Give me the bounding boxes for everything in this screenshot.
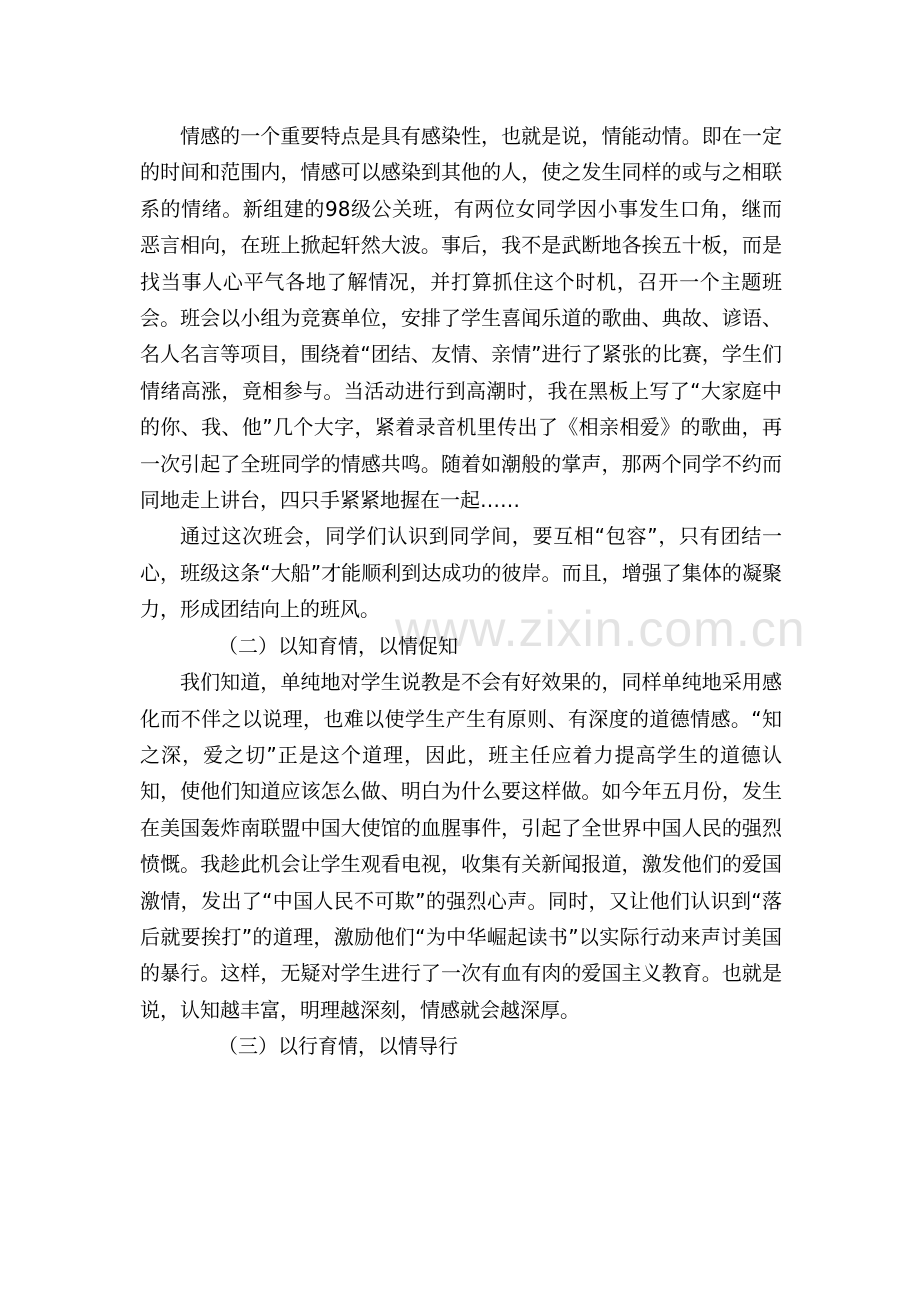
- paragraph-knowledge-emotion: 我们知道，单纯地对学生说教是不会有好效果的，同样单纯地采用感化而不伴之以说理，也难以使学生产生有原则、有深度的道德情感。“知之深，爱之切”正是这个道理，因此，班主任应着力提高学生的道德认知，使他们知道应该怎么做、明白为什么要这样做。如今年五月份，发生在美国轰炸南联盟中国大使馆的血腥事件，引起了全世界中国人民的强烈愤慨。我趁此机会让学生观看电视，收集有关新闻报道，激发他们的爱国激情，发出了“中国人民不可欺”的强烈心声。同时，又让他们认识到“落后就要挨打”的道理，激励他们“为中华崛起读书”以实际行动来声讨美国的暴行。这样，无疑对学生进行了一次有血有肉的爱国主义教育。也就是说，认知越丰富，明理越深刻，情感就会越深厚。: [140, 670, 782, 1022]
- section-heading-2: （二）以知育情，以情促知: [218, 633, 458, 658]
- paragraph-emotional-contagion: 情感的一个重要特点是具有感染性，也就是说，情能动情。即在一定的时间和范围内，情感可以感染到其他的人，使之发生同样的或与之相联系的情绪。新组建的98级公关班，有两位女同学因小事发生口角，继而恶言相向，在班上掀起轩然大波。事后，我不是武断地各挨五十板，而是找当事人心平气各地了解情况，并打算抓住这个时机，召开一个主题班会。班会以小组为竞赛单位，安排了学生喜闻乐道的歌曲、典故、谚语、名人名言等项目，围绕着“团结、友情、亲情”进行了紧张的比赛，学生们情绪高涨，竟相参与。当活动进行到高潮时，我在黑板上写了“大家庭中的你、我、他”几个大字，紧着录音机里传出了《相亲相爱》的歌曲，再一次引起了全班同学的情感共鸣。随着如潮般的掌声，那两个同学不约而同地走上讲台，四只手紧紧地握在一起……: [140, 124, 782, 513]
- watermark: www.zixin.com.cn: [395, 601, 806, 657]
- paragraph-class-meeting-result: 通过这次班会，同学们认识到同学间，要互相“包容”，只有团结一心，班级这条“大船”才能顺利到达成功的彼岸。而且，增强了集体的凝聚力，形成团结向上的班风。: [140, 524, 782, 622]
- document-body: [140, 118, 782, 1065]
- section-heading-3: （三）以行育情，以情导行: [218, 1034, 458, 1059]
